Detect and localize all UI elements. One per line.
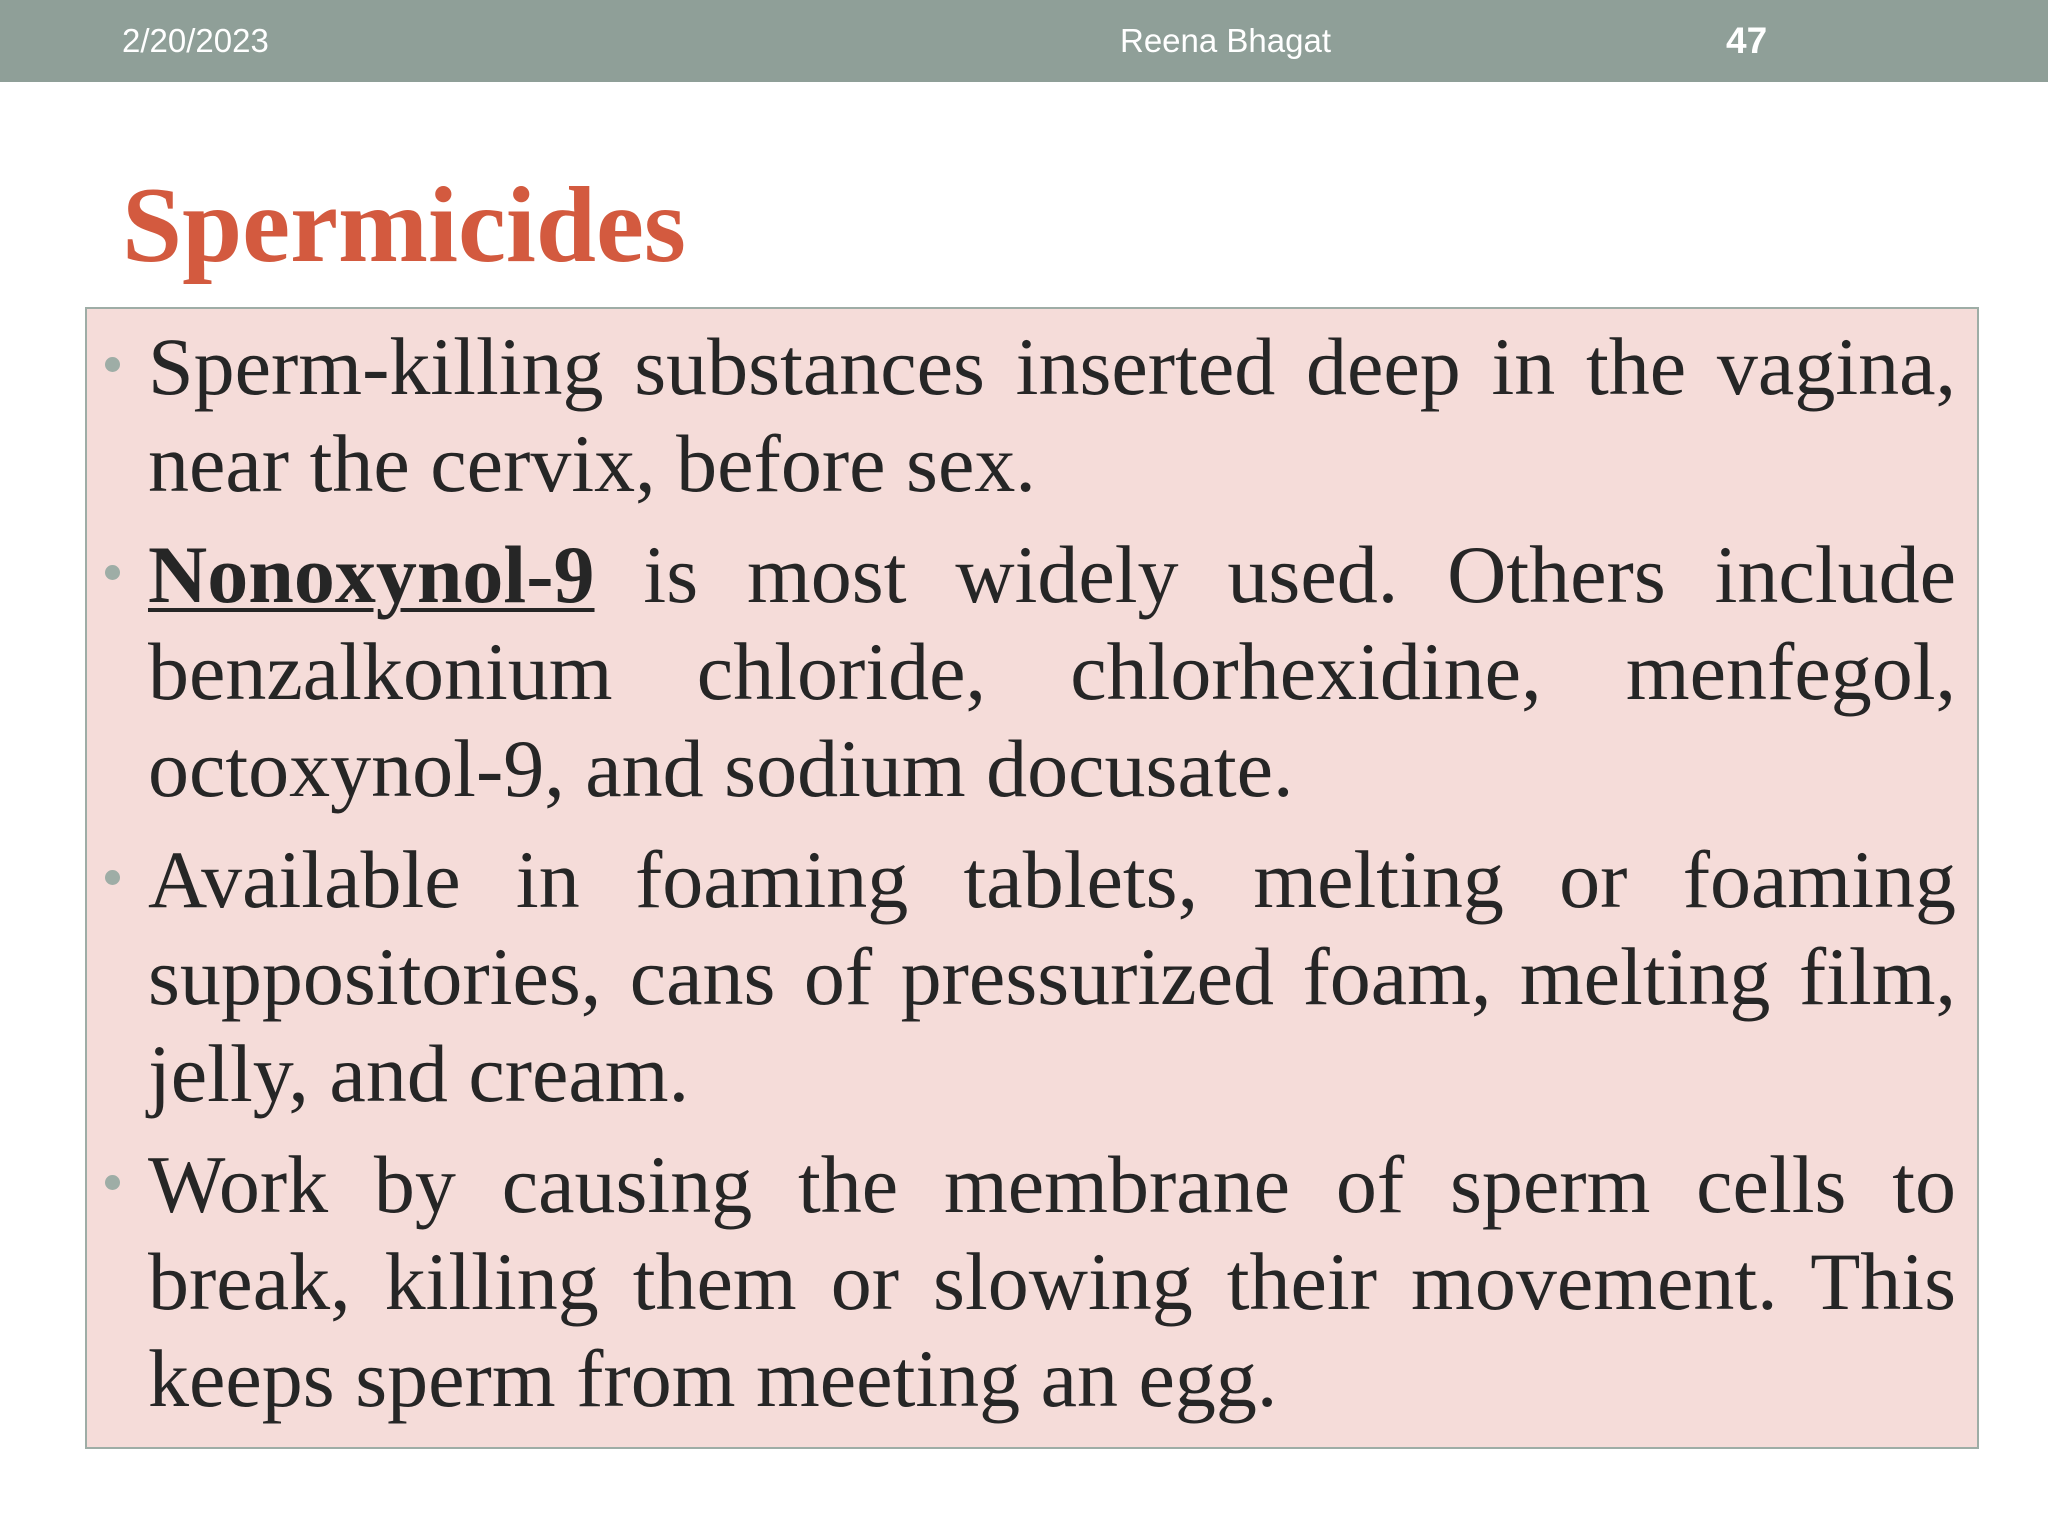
content-box [85,307,1979,1449]
bullet-item-definition [148,318,1956,512]
bullet-list [87,318,1977,1441]
bullet-dot-icon [105,357,120,372]
bullet-dot-icon [105,1175,120,1190]
bullet-item-forms [148,831,1956,1122]
bullet-item-agents [148,526,1956,817]
bullet-dot-icon [105,870,120,885]
bullet-emphasis-term: Nonoxynol-9 [148,529,595,620]
slide-title: Spermicides [122,166,686,285]
bullet-text: Work by causing the membrane of sperm cells to break, killing them or slowing their movement. This keeps sperm from meeting an egg. [148,1139,1956,1424]
slide-date: 2/20/2023 [122,22,269,59]
bullet-text: is most widely used. Others include benzalkonium chloride, chlorhexidine, menfegol, octoxynol-9, and sodium docusate. [148,529,1956,814]
slide-header-bar [0,0,2048,82]
bullet-text: Available in foaming tablets, melting or foaming suppositories, cans of pressurized foam, melting film, jelly, and cream. [148,834,1956,1119]
bullet-item-mechanism [148,1136,1956,1427]
bullet-dot-icon [105,565,120,580]
slide-page-number: 47 [1726,20,1768,61]
bullet-text: Sperm-killing substances inserted deep in the vagina, near the cervix, before sex. [148,321,1956,509]
slide-author: Reena Bhagat [1120,22,1332,59]
